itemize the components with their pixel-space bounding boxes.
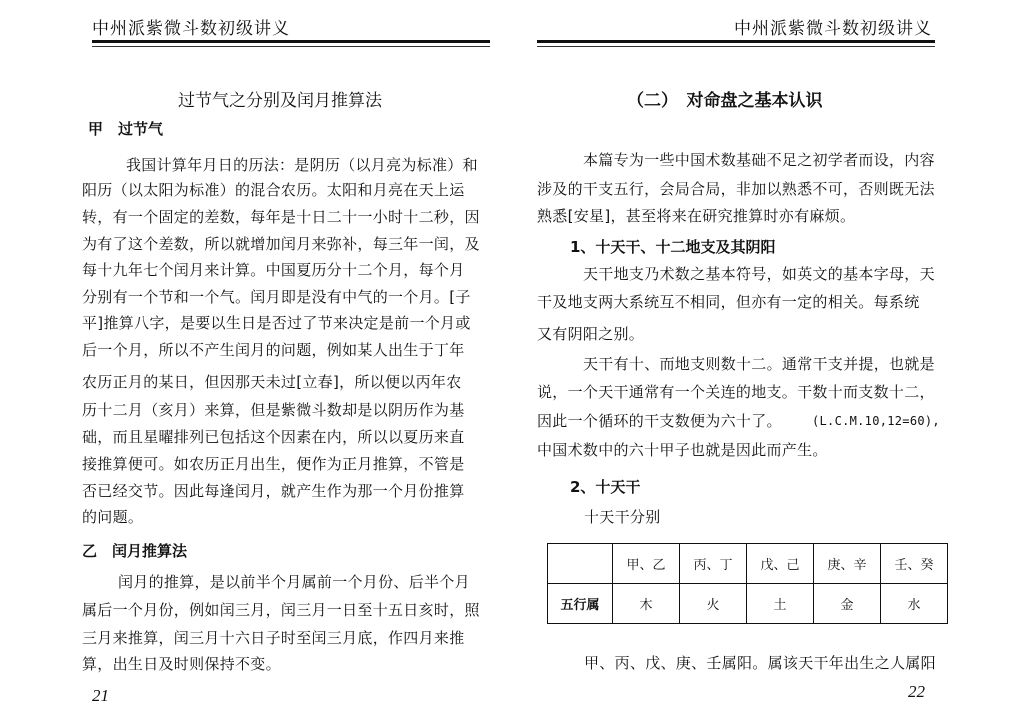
header-rule — [92, 40, 490, 43]
table-cell: 五行属 — [548, 584, 613, 624]
text-line: 转，有一个固定的差数，每年是十日二十一小时十二秒，因 — [82, 208, 480, 226]
table-row — [548, 544, 948, 584]
lcm-note: (L.C.M.10,12=60), — [812, 414, 940, 428]
table-cell: 火 — [680, 584, 747, 624]
section-heading: 2、十天干 — [570, 478, 641, 496]
text-line: 否已经交节。因此每逢闰月，就产生作为那一个月份推算 — [82, 482, 465, 500]
section-heading: 甲 过节气 — [88, 120, 164, 138]
text-line: 农历正月的某日，但因那天未过[立春]，所以便以丙年农 — [82, 373, 462, 391]
text-line: 又有阴阳之别。 — [537, 325, 645, 343]
table-cell: 木 — [613, 584, 680, 624]
text-line: 说，一个天干通常有一个关连的地支。干数十而支数十二， — [537, 383, 935, 401]
table-cell: 戊、己 — [747, 544, 814, 584]
text-line: 后一个月，所以不产生闰月的问题，例如某人出生于丁年 — [82, 341, 465, 359]
section-heading: 1、十天干、十二地支及其阴阳 — [570, 238, 776, 256]
stems-table — [547, 543, 948, 624]
text-line: 三月来推算，闰三月十六日子时至闰三月底，作四月来推 — [82, 629, 465, 647]
text-line: 算，出生日及时则保持不变。 — [82, 655, 281, 673]
text-line: 涉及的干支五行，会局合局，非加以熟悉不可，否则既无法 — [537, 180, 935, 198]
text-line: 接推算便可。如农历正月出生，便作为正月推算，不管是 — [82, 455, 465, 473]
table-cell: 甲、乙 — [613, 544, 680, 584]
text-line: 础，而且星曜排列已包括这个因素在内，所以以夏历来直 — [82, 428, 465, 446]
table-cell: 金 — [814, 584, 881, 624]
running-header: 中州派紫微斗数初级讲义 — [734, 19, 932, 39]
text-line: 历十二月（亥月）来算，但是紫微斗数却是以阴历作为基 — [82, 401, 465, 419]
text-line: 天干有十、而地支则数十二。通常干支并提，也就是 — [583, 355, 935, 373]
text-line: 平]推算八字，是要以生日是否过了节来决定是前一个月或 — [82, 314, 471, 332]
text-line: 分别有一个节和一个气。闰月即是没有中气的一个月。[子 — [82, 288, 471, 306]
text-line: 属后一个月份，例如闰三月，闰三月一日至十五日亥时，照 — [82, 601, 480, 619]
table-cell: 水 — [881, 584, 948, 624]
table-cell — [548, 544, 613, 584]
table-row — [548, 584, 948, 624]
text-line: 我国计算年月日的历法：是阴历（以月亮为标准）和 — [126, 156, 478, 174]
page-number: 22 — [908, 682, 925, 701]
header-rule-thin — [537, 46, 935, 47]
right-page — [512, 0, 1024, 724]
header-rule-thin — [92, 46, 490, 47]
text-line: 为有了这个差数，所以就增加闰月来弥补，每三年一闰，及 — [82, 235, 480, 253]
table-caption: 十天干分别 — [584, 508, 661, 526]
table-cell: 庚、辛 — [814, 544, 881, 584]
section-heading: 乙 闰月推算法 — [82, 542, 188, 560]
text-line: 干及地支两大系统互不相同，但亦有一定的相关。每系统 — [537, 293, 920, 311]
chapter-title: 过节气之分别及闰月推算法 — [178, 91, 382, 111]
text-line: 闰月的推算，是以前半个月属前一个月份、后半个月 — [118, 573, 470, 591]
text-line: 甲、丙、戊、庚、壬属阳。属该天干年出生之人属阳 — [584, 654, 936, 672]
text-line: 天干地支乃术数之基本符号，如英文的基本字母，天 — [583, 265, 935, 283]
text-line: 熟悉[安星]，甚至将来在研究推算时亦有麻烦。 — [537, 207, 856, 225]
text-line: 的问题。 — [82, 508, 144, 526]
chapter-title: （二） 对命盘之基本认识 — [627, 91, 823, 111]
text-line: 因此一个循环的干支数便为六十了。 — [537, 412, 782, 430]
table-cell: 土 — [747, 584, 814, 624]
table-cell: 壬、癸 — [881, 544, 948, 584]
text-line: 每十九年七个闰月来计算。中国夏历分十二个月，每个月 — [82, 261, 465, 279]
page-number: 21 — [92, 686, 109, 705]
table-cell: 丙、丁 — [680, 544, 747, 584]
header-rule — [537, 40, 935, 43]
text-line: 本篇专为一些中国术数基础不足之初学者而设，内容 — [583, 151, 935, 169]
text-line: 阳历（以太阳为标准）的混合农历。太阳和月亮在天上运 — [82, 181, 465, 199]
text-line: 中国术数中的六十甲子也就是因此而产生。 — [537, 441, 828, 459]
running-header: 中州派紫微斗数初级讲义 — [92, 19, 290, 39]
